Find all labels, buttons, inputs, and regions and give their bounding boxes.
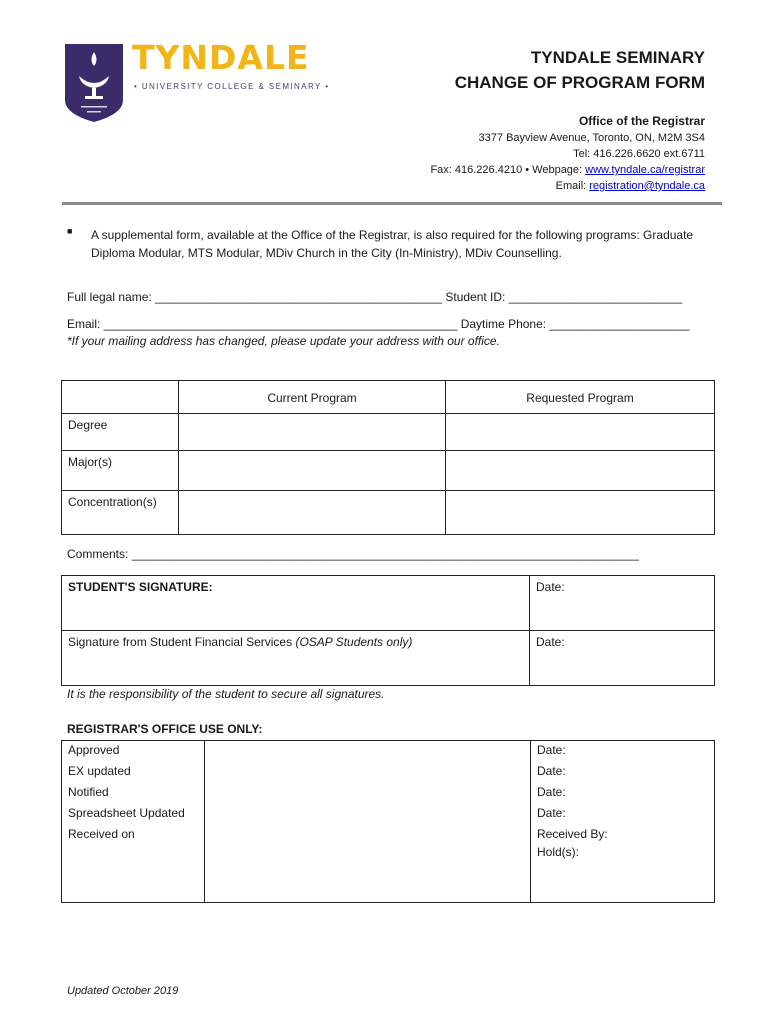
- office-fax-web: [430, 164, 705, 176]
- reg-date-2: Date:: [531, 762, 715, 783]
- student-signature-cell[interactable]: STUDENT'S SIGNATURE:: [62, 576, 530, 631]
- brand-tagline: • UNIVERSITY COLLEGE & SEMINARY •: [134, 82, 330, 91]
- fax-text: Fax: 416.226.4210 • Webpage:: [430, 164, 586, 176]
- supplemental-notice: A supplemental form, available at the Office of the Registrar, is also required for the following programs: Graduate Diploma Modular, MTS Modular, MDiv Church in the City (In-Ministry), MDiv Counselling.: [91, 228, 694, 260]
- holds-label: Hold(s):: [537, 844, 580, 859]
- registrar-table: [61, 740, 715, 903]
- current-major-cell[interactable]: [179, 451, 446, 491]
- email-label: Email:: [555, 180, 590, 192]
- name-studentid-line[interactable]: Full legal name: ___________________________________________ Student ID: __________________________: [67, 290, 683, 304]
- signature-table: [61, 575, 715, 686]
- form-title-line2: CHANGE OF PROGRAM FORM: [454, 73, 705, 92]
- webpage-link[interactable]: www.tyndale.ca/registrar: [585, 164, 705, 176]
- email-link[interactable]: registration@tyndale.ca: [589, 180, 705, 192]
- reg-label-approved: Approved: [62, 741, 205, 762]
- registrar-heading: REGISTRAR'S OFFICE USE ONLY:: [67, 722, 263, 736]
- financial-sig-label: Signature from Student Financial Services: [68, 635, 296, 649]
- brand-name: TYNDALE: [132, 38, 310, 77]
- reg-date-1: Date:: [531, 741, 715, 762]
- notified-value[interactable]: [205, 783, 531, 804]
- financial-date-cell[interactable]: Date:: [530, 631, 715, 686]
- tyndale-shield-logo: [63, 42, 125, 124]
- office-address: 3377 Bayview Avenue, Toronto, ON, M2M 3S4: [478, 132, 705, 144]
- received-by-label: Received By:: [537, 826, 608, 841]
- spreadsheet-value[interactable]: [205, 804, 531, 825]
- office-email: [556, 180, 705, 192]
- current-degree-cell[interactable]: [179, 414, 446, 451]
- form-title-line1: TYNDALE SEMINARY: [530, 48, 705, 67]
- ex-updated-value[interactable]: [205, 762, 531, 783]
- responsibility-note: It is the responsibility of the student to secure all signatures.: [67, 687, 385, 701]
- received-by-cell: [531, 825, 715, 903]
- reg-label-notified: Notified: [62, 783, 205, 804]
- approved-value[interactable]: [205, 741, 531, 762]
- program-table: [61, 380, 715, 535]
- current-program-header: Current Program: [179, 381, 446, 414]
- requested-major-cell[interactable]: [446, 451, 715, 491]
- comments-line[interactable]: Comments: ____________________________________________________________________________: [67, 547, 639, 561]
- footer-updated: Updated October 2019: [67, 985, 179, 997]
- bullet-icon: ■: [67, 226, 73, 236]
- reg-date-3: Date:: [531, 783, 715, 804]
- address-note: *If your mailing address has changed, please update your address with our office.: [67, 334, 500, 348]
- office-tel: Tel: 416.226.6620 ext.6711: [573, 148, 705, 160]
- student-date-cell[interactable]: Date:: [530, 576, 715, 631]
- row-label-degree: Degree: [62, 414, 179, 451]
- received-on-value[interactable]: [205, 825, 531, 903]
- office-name: Office of the Registrar: [578, 114, 705, 128]
- requested-concentration-cell[interactable]: [446, 491, 715, 535]
- row-label-concentrations: Concentration(s): [62, 491, 179, 535]
- reg-label-received-on: Received on: [62, 825, 205, 903]
- header-divider: [62, 202, 722, 205]
- requested-degree-cell[interactable]: [446, 414, 715, 451]
- email-phone-line[interactable]: Email: _____________________________________________________ Daytime Phone: _____________________: [67, 317, 690, 331]
- current-concentration-cell[interactable]: [179, 491, 446, 535]
- row-label-majors: Major(s): [62, 451, 179, 491]
- osap-note: (OSAP Students only): [295, 635, 413, 649]
- reg-date-4: Date:: [531, 804, 715, 825]
- financial-signature-cell[interactable]: [62, 631, 530, 686]
- corner-cell: [62, 381, 179, 414]
- requested-program-header: Requested Program: [446, 381, 715, 414]
- reg-label-spreadsheet: Spreadsheet Updated: [62, 804, 205, 825]
- reg-label-ex-updated: EX updated: [62, 762, 205, 783]
